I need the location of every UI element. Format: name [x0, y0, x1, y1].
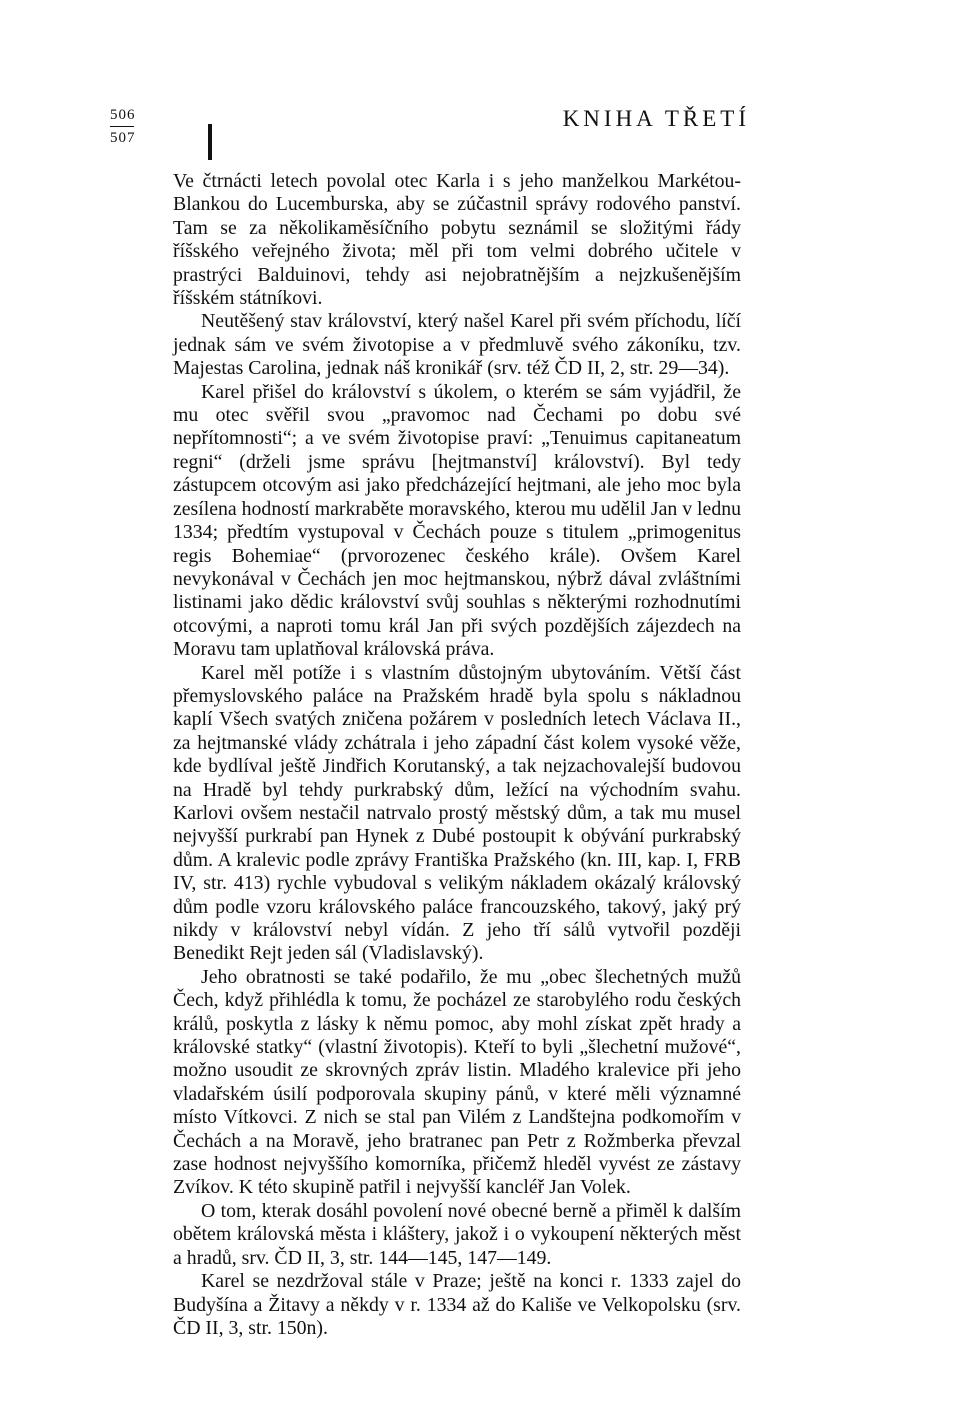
paragraph: Karel se nezdržoval stále v Praze; ještě na konci r. 1333 zajel do Budyšína a Žitavy a někdy v r. 1334 až do Kališe ve Velkopolsku (srv. ČD II, 3, str. 150n).: [173, 1270, 741, 1339]
page-number-top: 506: [110, 104, 134, 127]
body-text: [173, 170, 741, 1340]
section-marker: [208, 124, 212, 160]
page-numbers: [110, 104, 136, 149]
paragraph: Ve čtrnácti letech povolal otec Karla i s jeho manželkou Markétou-Blankou do Lucemburska, aby se zúčastnil správy rodového panství. Tam se za několikaměsíčního pobytu seznámil se složitými řády říšského veřejného života; měl při tom velmi dobrého učitele v prastrýci Balduinovi, tehdy asi nejobratnějším a nejzkušenějším říšském státníkovi.: [173, 170, 741, 310]
paragraph: O tom, kterak dosáhl povolení nové obecné berně a přiměl k dalším obětem královská města i kláštery, jakož i o vykoupení některých měst a hradů, srv. ČD II, 3, str. 144—145, 147—149.: [173, 1199, 741, 1269]
page-number-bottom: 507: [110, 130, 136, 146]
paragraph: Karel přišel do království s úkolem, o kterém se sám vyjádřil, že mu otec svěřil svou „pravomoc nad Čechami po dobu své nepřítomnosti“; a ve svém životopise praví: „Tenuimus capitaneatum regni“ (drželi jsme správu [hejtmanství] království). Byl tedy zástupcem otcovým asi jako předcházející hejtmani, ale jeho moc byla zesílena hodností markraběte moravského, kterou mu udělil Jan v lednu 1334; předtím vystupoval v Čechách pouze s titulem „primogenitus regis Bohemiae“ (prvorozenec českého krále). Ovšem Karel nevykonával v Čechách jen moc hejtmanskou, nýbrž dával zvláštními listinami jako dědic království svůj souhlas s některými rozhodnutími otcovými, a naproti tomu král Jan při svých pozdějších zájezdech na Moravu tam uplatňoval královská práva.: [173, 380, 742, 661]
paragraph: Neutěšený stav království, který našel Karel při svém příchodu, líčí jednak sám ve svém životopise a v předmluvě svého zákoníku, tzv. Majestas Carolina, jednak náš kronikář (srv. též ČD II, 2, str. 29—34).: [173, 310, 741, 380]
paragraph: Jeho obratnosti se také podařilo, že mu „obec šlechetných mužů Čech, když přihlédla k tomu, že pocházel ze starobylého rodu českých králů, poskytla z lásky k němu pomoc, aby mohl získat zpět hrady a královské statky“ (vlastní životopis). Kteří to byli „šlechetní mužové“, možno usoudit ze skrovných zpráv listin. Mladého kralevice při jeho vladařském úsilí podporovala skupiny pánů, v které měli významné místo Vítkovci. Z nich se stal pan Vilém z Landštejna podkomořím v Čechách a na Moravě, jeho bratranec pan Petr z Rožmberka převzal zase hodnost nejvyššího komorníka, přičemž hleděl vyvést ze zástavy Zvíkov. K této skupině patřil i nejvyšší kancléř Jan Volek.: [173, 965, 741, 1199]
running-head: KNIHA TŘETÍ: [562, 106, 750, 131]
paragraph: Karel měl potíže i s vlastním důstojným ubytováním. Větší část přemyslovského paláce na Pražském hradě byla spolu s nákladnou kaplí Všech svatých zničena požárem v posledních letech Václava II., za hejtmanské vlády zchátrala i jeho západní část kolem vysoké věže, kde bydlíval ještě Jindřich Korutanský, a tak nejzachovalejší budovou na Hradě byl tehdy purkrabský dům, ležící na východním svahu. Karlovi ovšem nestačil natrvalo prostý městský dům, a tak mu musel nejvyšší purkrabí pan Hynek z Dubé postoupit k obývání purkrabský dům. A kralevic podle zprávy Františka Pražského (kn. III, kap. I, FRB IV, str. 413) rychle vybudoval s velikým nákladem okázalý královský dům podle vzoru královského paláce francouzského, takový, jaký prý nikdy v království nebyl vídán. Z jeho tří sálů vytvořil později Benedikt Rejt jeden sál (Vladislavský).: [173, 661, 741, 965]
